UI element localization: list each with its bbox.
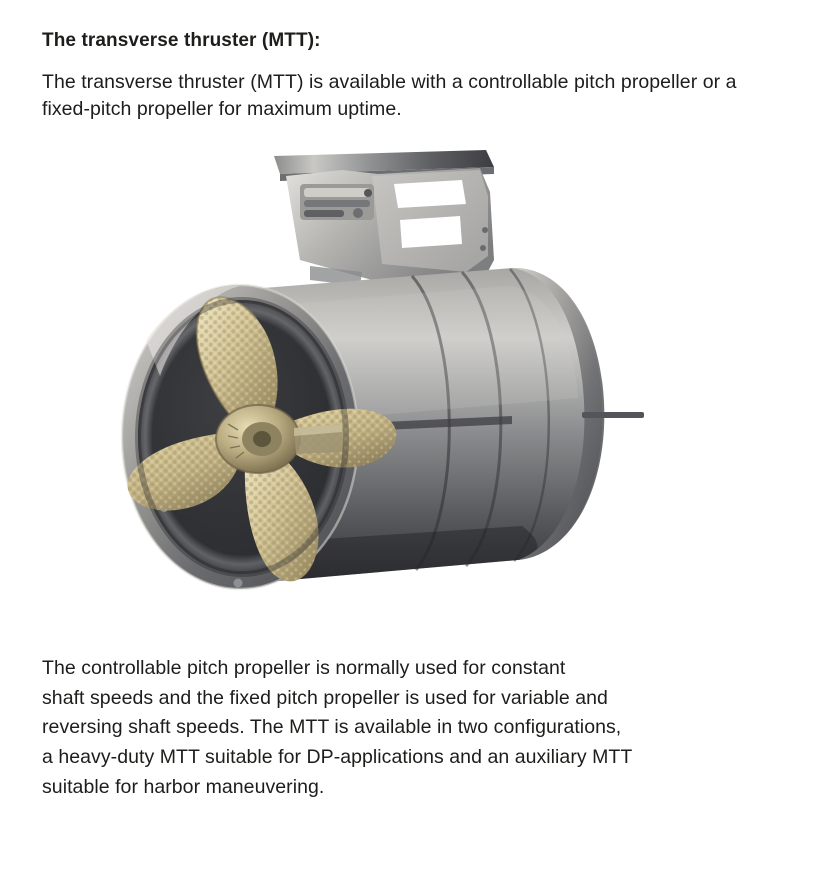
body-paragraph <box>42 654 788 802</box>
body-line: a heavy-duty MTT suitable for DP-applications and an auxiliary MTT <box>42 746 633 769</box>
body-line: shaft speeds and the fixed pitch propeller is used for variable and <box>42 686 608 709</box>
transverse-thruster-illustration <box>42 140 788 640</box>
intro-paragraph: The transverse thruster (MTT) is available with a controllable pitch propeller or a fixed-pitch propeller for maximum uptime. <box>42 70 737 121</box>
body-line: The controllable pitch propeller is normally used for constant <box>42 657 566 680</box>
document-page <box>0 30 830 893</box>
body-line: reversing shaft speeds. The MTT is available in two configurations, <box>42 716 622 739</box>
transverse-thruster-figure <box>42 140 788 640</box>
page-title: The transverse thruster (MTT): <box>42 30 321 51</box>
hydraulic-block <box>300 184 374 220</box>
body-line: suitable for harbor maneuvering. <box>42 775 325 798</box>
